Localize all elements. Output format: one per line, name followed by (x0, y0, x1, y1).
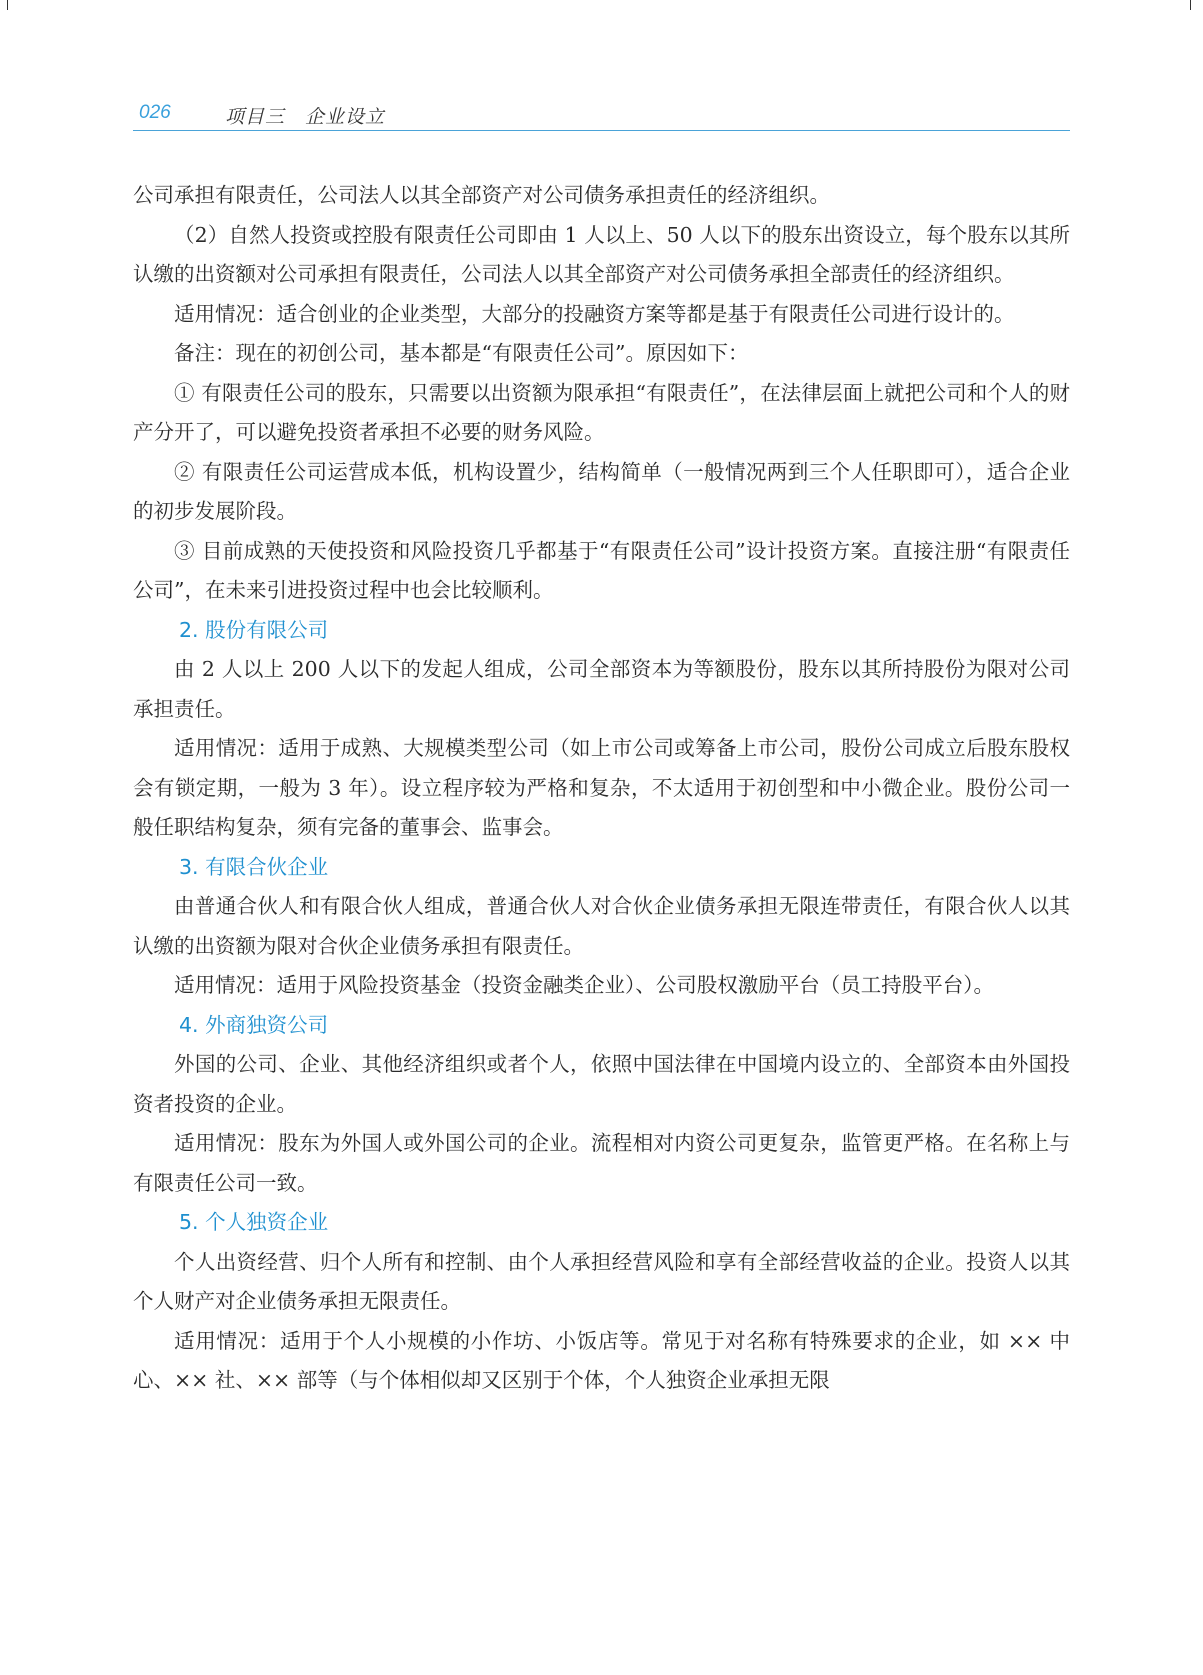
page-header (133, 100, 1070, 131)
paragraph: 外国的公司、企业、其他经济组织或者个人，依照中国法律在中国境内设立的、全部资本由外国投资者投资的企业。 (133, 1052, 1070, 1116)
crop-mark-left (7, 0, 8, 10)
paragraph: 公司承担有限责任，公司法人以其全部资产对公司债务承担责任的经济组织。 (133, 183, 830, 207)
paragraph: 适用情况：适合创业的企业类型，大部分的投融资方案等都是基于有限责任公司进行设计的。 (174, 301, 1015, 326)
paragraph: 适用情况：适用于成熟、大规模类型公司（如上市公司或筹备上市公司，股份公司成立后股东股权会有锁定期，一般为 3 年）。设立程序较为严格和复杂，不太适用于初创型和中小微企业。股份公司一般任职结构复杂，须有完备的董事会、监事会。 (133, 736, 1070, 839)
crop-mark-right (1190, 0, 1191, 10)
section-heading: 2. 股份有限公司 (179, 617, 329, 642)
paragraph: 备注：现在的初创公司，基本都是“有限责任公司”。原因如下： (174, 341, 749, 365)
chapter-title: 项目三 企业设立 (225, 106, 386, 128)
section-heading: 3. 有限合伙企业 (179, 854, 329, 879)
paragraph: 由普通合伙人和有限合伙人组成，普通合伙人对合伙企业债务承担无限连带责任，有限合伙人以其认缴的出资额为限对合伙企业债务承担有限责任。 (133, 894, 1070, 958)
paragraph: 个人出资经营、归个人所有和控制、由个人承担经营风险和享有全部经营收益的企业。投资人以其个人财产对企业债务承担无限责任。 (133, 1249, 1070, 1313)
paragraph: ② 有限责任公司运营成本低，机构设置少，结构简单（一般情况两到三个人任职即可），适合企业的初步发展阶段。 (133, 459, 1070, 523)
paragraph: 适用情况：适用于风险投资基金（投资金融类企业）、公司股权激励平台（员工持股平台）。 (174, 973, 994, 997)
paragraph: 由 2 人以上 200 人以下的发起人组成，公司全部资本为等额股份，股东以其所持股份为限对公司承担责任。 (133, 657, 1070, 721)
paragraph: ① 有限责任公司的股东，只需要以出资额为限承担“有限责任”，在法律层面上就把公司和个人的财产分开了，可以避免投资者承担不必要的财务风险。 (133, 380, 1070, 444)
paragraph: 适用情况：股东为外国人或外国公司的企业。流程相对内资公司更复杂，监管更严格。在名称上与有限责任公司一致。 (133, 1131, 1070, 1195)
paragraph: 适用情况：适用于个人小规模的小作坊、小饭店等。常见于对名称有特殊要求的企业，如 ×× 中心、×× 社、×× 部等（与个体相似却又区别于个体，个人独资企业承担无限 (133, 1328, 1070, 1392)
page-body (133, 176, 1070, 1401)
paragraph: ③ 目前成熟的天使投资和风险投资几乎都基于“有限责任公司”设计投资方案。直接注册“有限责任公司”，在未来引进投资过程中也会比较顺利。 (133, 538, 1070, 602)
section-heading: 5. 个人独资企业 (179, 1210, 329, 1234)
section-heading: 4. 外商独资公司 (179, 1012, 329, 1037)
page-number: 026 (139, 102, 171, 123)
paragraph: （2）自然人投资或控股有限责任公司即由 1 人以上、50 人以下的股东出资设立，每个股东以其所认缴的出资额对公司承担有限责任，公司法人以其全部资产对公司债务承担全部责任的经济组织。 (133, 222, 1070, 286)
